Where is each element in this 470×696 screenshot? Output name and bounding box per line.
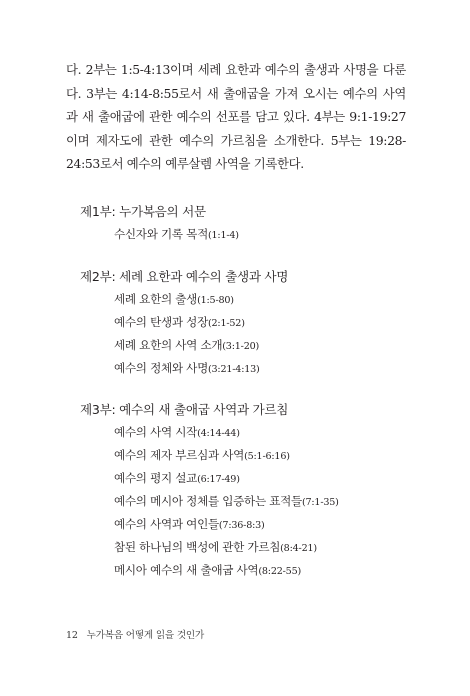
entry-text: 세례 요한의 출생 [114, 292, 198, 306]
list-item [80, 513, 420, 536]
part-2-section [80, 266, 420, 380]
part-3-title: 제3부: 예수의 새 출애굽 사역과 가르침 [80, 402, 289, 417]
part-3-section [80, 399, 420, 582]
entry-ref: (1:5-80) [197, 295, 234, 306]
list-item [80, 311, 420, 334]
entry-ref: (3:21-4:13) [207, 364, 260, 375]
entry-text: 예수의 탄생과 성장 [114, 315, 208, 329]
list-item [80, 334, 420, 357]
list-item [80, 357, 420, 380]
entry-text: 참된 하나님의 백성에 관한 가르침 [114, 540, 281, 554]
entry-ref: (7:1-35) [301, 497, 339, 508]
entry-ref: (8:4-21) [280, 543, 317, 554]
entry-ref: (8:22-55) [258, 566, 302, 577]
entry-ref: (5:1-6:16) [244, 451, 290, 462]
entry-ref: (3:1-20) [222, 341, 260, 352]
entry-text: 예수의 정체와 사명 [114, 361, 208, 375]
intro-paragraph-block [66, 58, 406, 176]
list-item [80, 559, 420, 582]
entry-text: 예수의 사역 시작 [114, 425, 198, 439]
part-1-title: 제1부: 누가복음의 서문 [80, 204, 206, 219]
entry-text: 예수의 평지 설교 [114, 471, 198, 485]
running-title: 누가복음 어떻게 읽을 것인가 [86, 630, 205, 641]
entry-ref: (7:36-8:3) [218, 520, 265, 531]
entry-text: 메시아 예수의 새 출애굽 사역 [114, 563, 259, 577]
entry-ref: (4:14-44) [197, 428, 240, 439]
page-number: 12 [66, 630, 78, 641]
list-item [80, 223, 420, 246]
part-2-entries [80, 288, 420, 380]
entry-ref: (2:1-52) [207, 318, 245, 329]
page-footer [66, 627, 204, 641]
entry-text: 예수의 제자 부르심과 사역 [114, 448, 245, 462]
list-item [80, 444, 420, 467]
entry-text: 수신자와 기록 목적 [114, 227, 208, 241]
list-item [80, 467, 420, 490]
list-item [80, 421, 420, 444]
entry-ref: (6:17-49) [197, 474, 240, 485]
entry-text: 예수의 사역과 여인들 [114, 517, 219, 531]
intro-paragraph: 다. 2부는 1:5-4:13이며 세례 요한과 예수의 출생과 사명을 다룬다. 3부는 4:14-8:55로서 새 출애굽을 가져 오시는 예수의 사역과 새 출애굽에 관한 예수의 선포를 담고 있다. 4부는 9:1-19:27이며 제자도에 관한 예수의 가르침을 소개한다. 5부는 19:28-24:53로서 예수의 예루살렘 사역을 기록한다. [66, 62, 406, 171]
entry-text: 예수의 메시아 정체를 입증하는 표적들 [114, 494, 302, 508]
entry-ref: (1:1-4) [207, 230, 239, 241]
part-1-entries [80, 223, 420, 246]
entry-text: 세례 요한의 사역 소개 [114, 338, 223, 352]
part-3-entries [80, 421, 420, 582]
part-2-title: 제2부: 세례 요한과 예수의 출생과 사명 [80, 269, 289, 284]
part-1-section [80, 201, 420, 246]
list-item [80, 288, 420, 311]
list-item [80, 536, 420, 559]
list-item [80, 490, 420, 513]
